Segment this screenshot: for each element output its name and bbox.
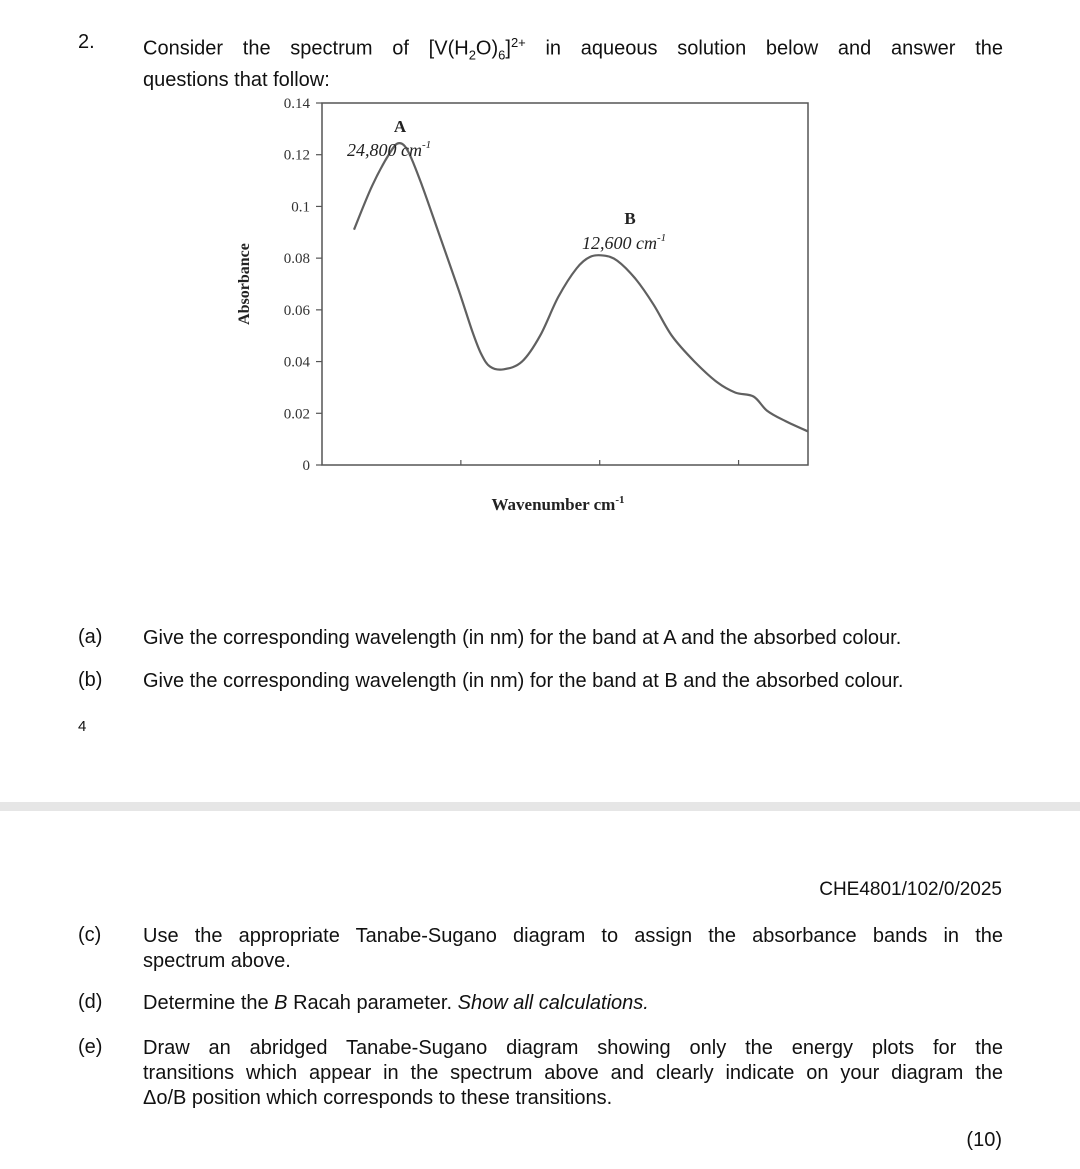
part-b-label: (b) xyxy=(78,669,103,691)
part-c-text: Use the appropriate Tanabe-Sugano diagram to assign the absorbance bands in the spectrum above. xyxy=(143,925,1003,972)
part-a-text: Give the corresponding wavelength (in nm) for the band at A and the absorbed colour. xyxy=(143,627,902,649)
question-number: 2. xyxy=(78,31,95,53)
page-number: 4 xyxy=(78,718,87,735)
annotation-a-letter: A xyxy=(393,117,407,136)
part-b-text: Give the corresponding wavelength (in nm) for the band at B and the absorbed colour. xyxy=(143,670,904,692)
y-tick-label: 0 xyxy=(302,458,310,474)
y-tick-label: 0.14 xyxy=(283,96,310,112)
page-5 xyxy=(0,811,1080,1169)
x-axis-label: Wavenumber $cm^{-1}$ xyxy=(491,494,625,514)
marks-total: (10) xyxy=(966,1129,1002,1151)
y-axis xyxy=(284,96,322,474)
y-tick-label: 0.12 xyxy=(283,147,310,164)
part-e-label: (e) xyxy=(78,1036,103,1058)
absorbance-spectrum-chart xyxy=(220,90,840,530)
y-tick-label: 0.02 xyxy=(283,406,310,423)
page-separator xyxy=(0,802,1080,811)
annotation-b-letter: B xyxy=(624,209,636,228)
y-tick-label: 0.08 xyxy=(283,251,310,268)
question-intro xyxy=(143,31,1003,92)
y-axis-label: Absorbance xyxy=(236,243,253,325)
part-d-label: (d) xyxy=(78,991,103,1013)
y-tick-label: 0.06 xyxy=(283,302,310,319)
spectrum-line xyxy=(354,143,808,431)
y-tick-label: 0.1 xyxy=(291,199,310,216)
annotation-b-value: 12,600 $cm^{-1}$ xyxy=(582,232,667,253)
part-e-text: Draw an abridged Tanabe-Sugano diagram showing only the energy plots for the transitions which appear in the spectrum above and clearly indicate on your diagram the Δo/B position which corresponds to these transitions. xyxy=(143,1037,1003,1109)
part-d-text: Determine the B Racah parameter. Show all calculations. xyxy=(143,992,649,1014)
part-a-label: (a) xyxy=(78,626,103,648)
annotation-a-value: 24,800 $cm^{-1}$ xyxy=(347,139,432,160)
question-intro-line2: questions that follow: xyxy=(143,68,330,91)
course-code-header: CHE4801/102/0/2025 xyxy=(819,879,1002,900)
question-intro-line1: Consider the spectrum of $[V(H_2O)_6]^{2+}$ in aqueous solution below and answer the xyxy=(143,35,1003,63)
y-tick-label: 0.04 xyxy=(283,354,310,371)
part-c-label: (c) xyxy=(78,924,102,946)
